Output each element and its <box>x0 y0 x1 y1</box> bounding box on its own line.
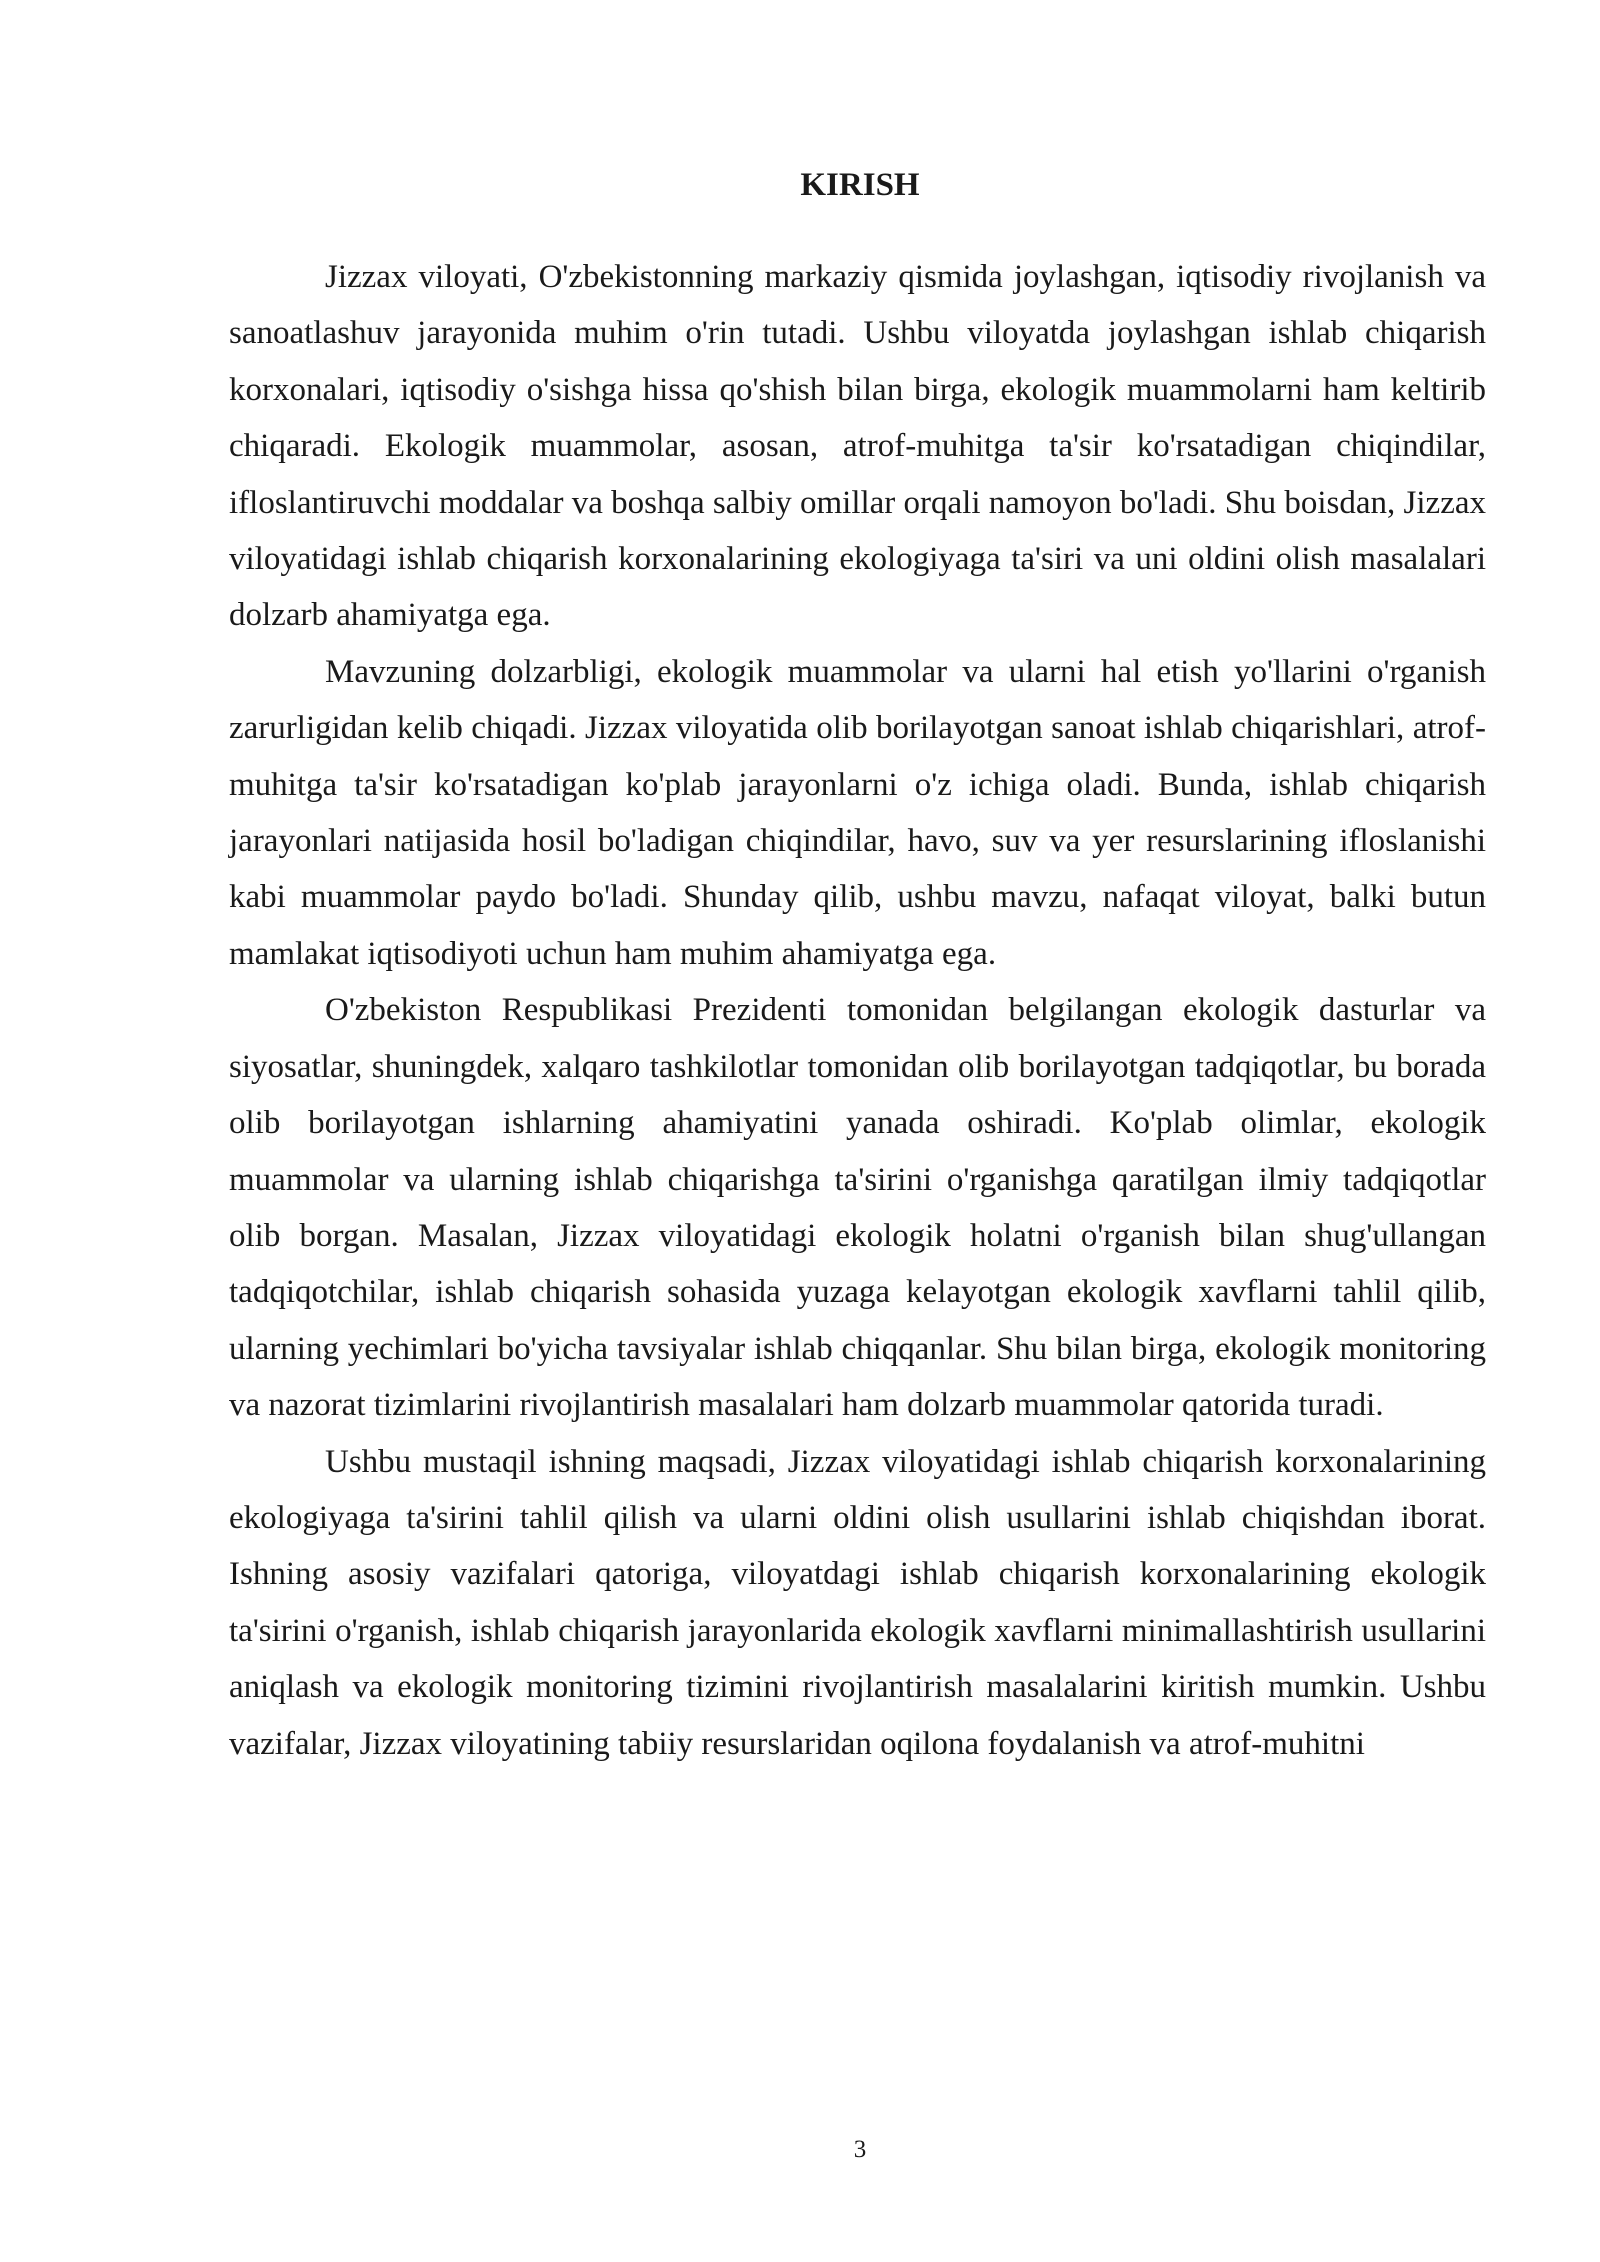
paragraph-relevance: Mavzuning dolzarbligi, ekologik muammolar va ularni hal etish yo'llarini o'rganish zarurligidan kelib chiqadi. Jizzax viloyatida olib borilayotgan sanoat ishlab chiqarishlari, atrof-muhitga ta'sir ko'rsatadigan ko'plab jarayonlarni o'z ichiga oladi. Bunda, ishlab chiqarish jarayonlari natijasida hosil bo'ladigan chiqindilar, havo, suv va yer resurslarining ifloslanishi kabi muammolar paydo bo'ladi. Shunday qilib, ushbu mavzu, nafaqat viloyat, balki butun mamlakat iqtisodiyoti uchun ham muhim ahamiyatga ega. <box>229 653 1486 972</box>
paragraph-intro: Jizzax viloyati, O'zbekistonning markaziy qismida joylashgan, iqtisodiy rivojlanish va sanoatlashuv jarayonida muhim o'rin tutadi. Ushbu viloyatda joylashgan ishlab chiqarish korxonalari, iqtisodiy o'sishga hissa qo'shish bilan birga, ekologik muammolarni ham keltirib chiqaradi. Ekologik muammolar, asosan, atrof-muhitga ta'sir ko'rsatadigan chiqindilar, ifloslantiruvchi moddalar va boshqa salbiy omillar orqali namoyon bo'ladi. Shu boisdan, Jizzax viloyatidagi ishlab chiqarish korxonalarining ekologiyaga ta'siri va uni oldini olish masalalari dolzarb ahamiyatga ega. <box>229 259 1486 634</box>
page-number: 3 <box>853 2136 867 2163</box>
paragraph-research: O'zbekiston Respublikasi Prezidenti tomonidan belgilangan ekologik dasturlar va siyosatlar, shuningdek, xalqaro tashkilotlar tomonidan olib borilayotgan tadqiqotlar, bu borada olib borilayotgan ishlarning ahamiyatini yanada oshiradi. Ko'plab olimlar, ekologik muammolar va ularning ishlab chiqarishga ta'sirini o'rganishga qaratilgan ilmiy tadqiqotlar olib borgan. Masalan, Jizzax viloyatidagi ekologik holatni o'rganish bilan shug'ullangan tadqiqotchilar, ishlab chiqarish sohasida yuzaga kelayotgan ekologik xavflarni tahlil qilib, ularning yechimlari bo'yicha tavsiyalar ishlab chiqqanlar. Shu bilan birga, ekologik monitoring va nazorat tizimlarini rivojlantirish masalalari ham dolzarb muammolar qatorida turadi. <box>229 992 1486 1424</box>
section-heading: KIRISH <box>800 167 920 203</box>
paragraph-goal: Ushbu mustaqil ishning maqsadi, Jizzax viloyatidagi ishlab chiqarish korxonalarining ekologiyaga ta'sirini tahlil qilish va ularni oldini olish usullarini ishlab chiqishdan iborat. Ishning asosiy vazifalari qatoriga, viloyatdagi ishlab chiqarish korxonalarining ekologik ta'sirini o'rganish, ishlab chiqarish jarayonlarida ekologik xavflarni minimallashtirish usullarini aniqlash va ekologik monitoring tizimini rivojlantirish masalalarini kiritish mumkin. Ushbu vazifalar, Jizzax viloyatining tabiiy resurslaridan oqilona foydalanish va atrof-muhitni <box>229 1443 1486 1762</box>
body-text <box>229 249 1486 1772</box>
